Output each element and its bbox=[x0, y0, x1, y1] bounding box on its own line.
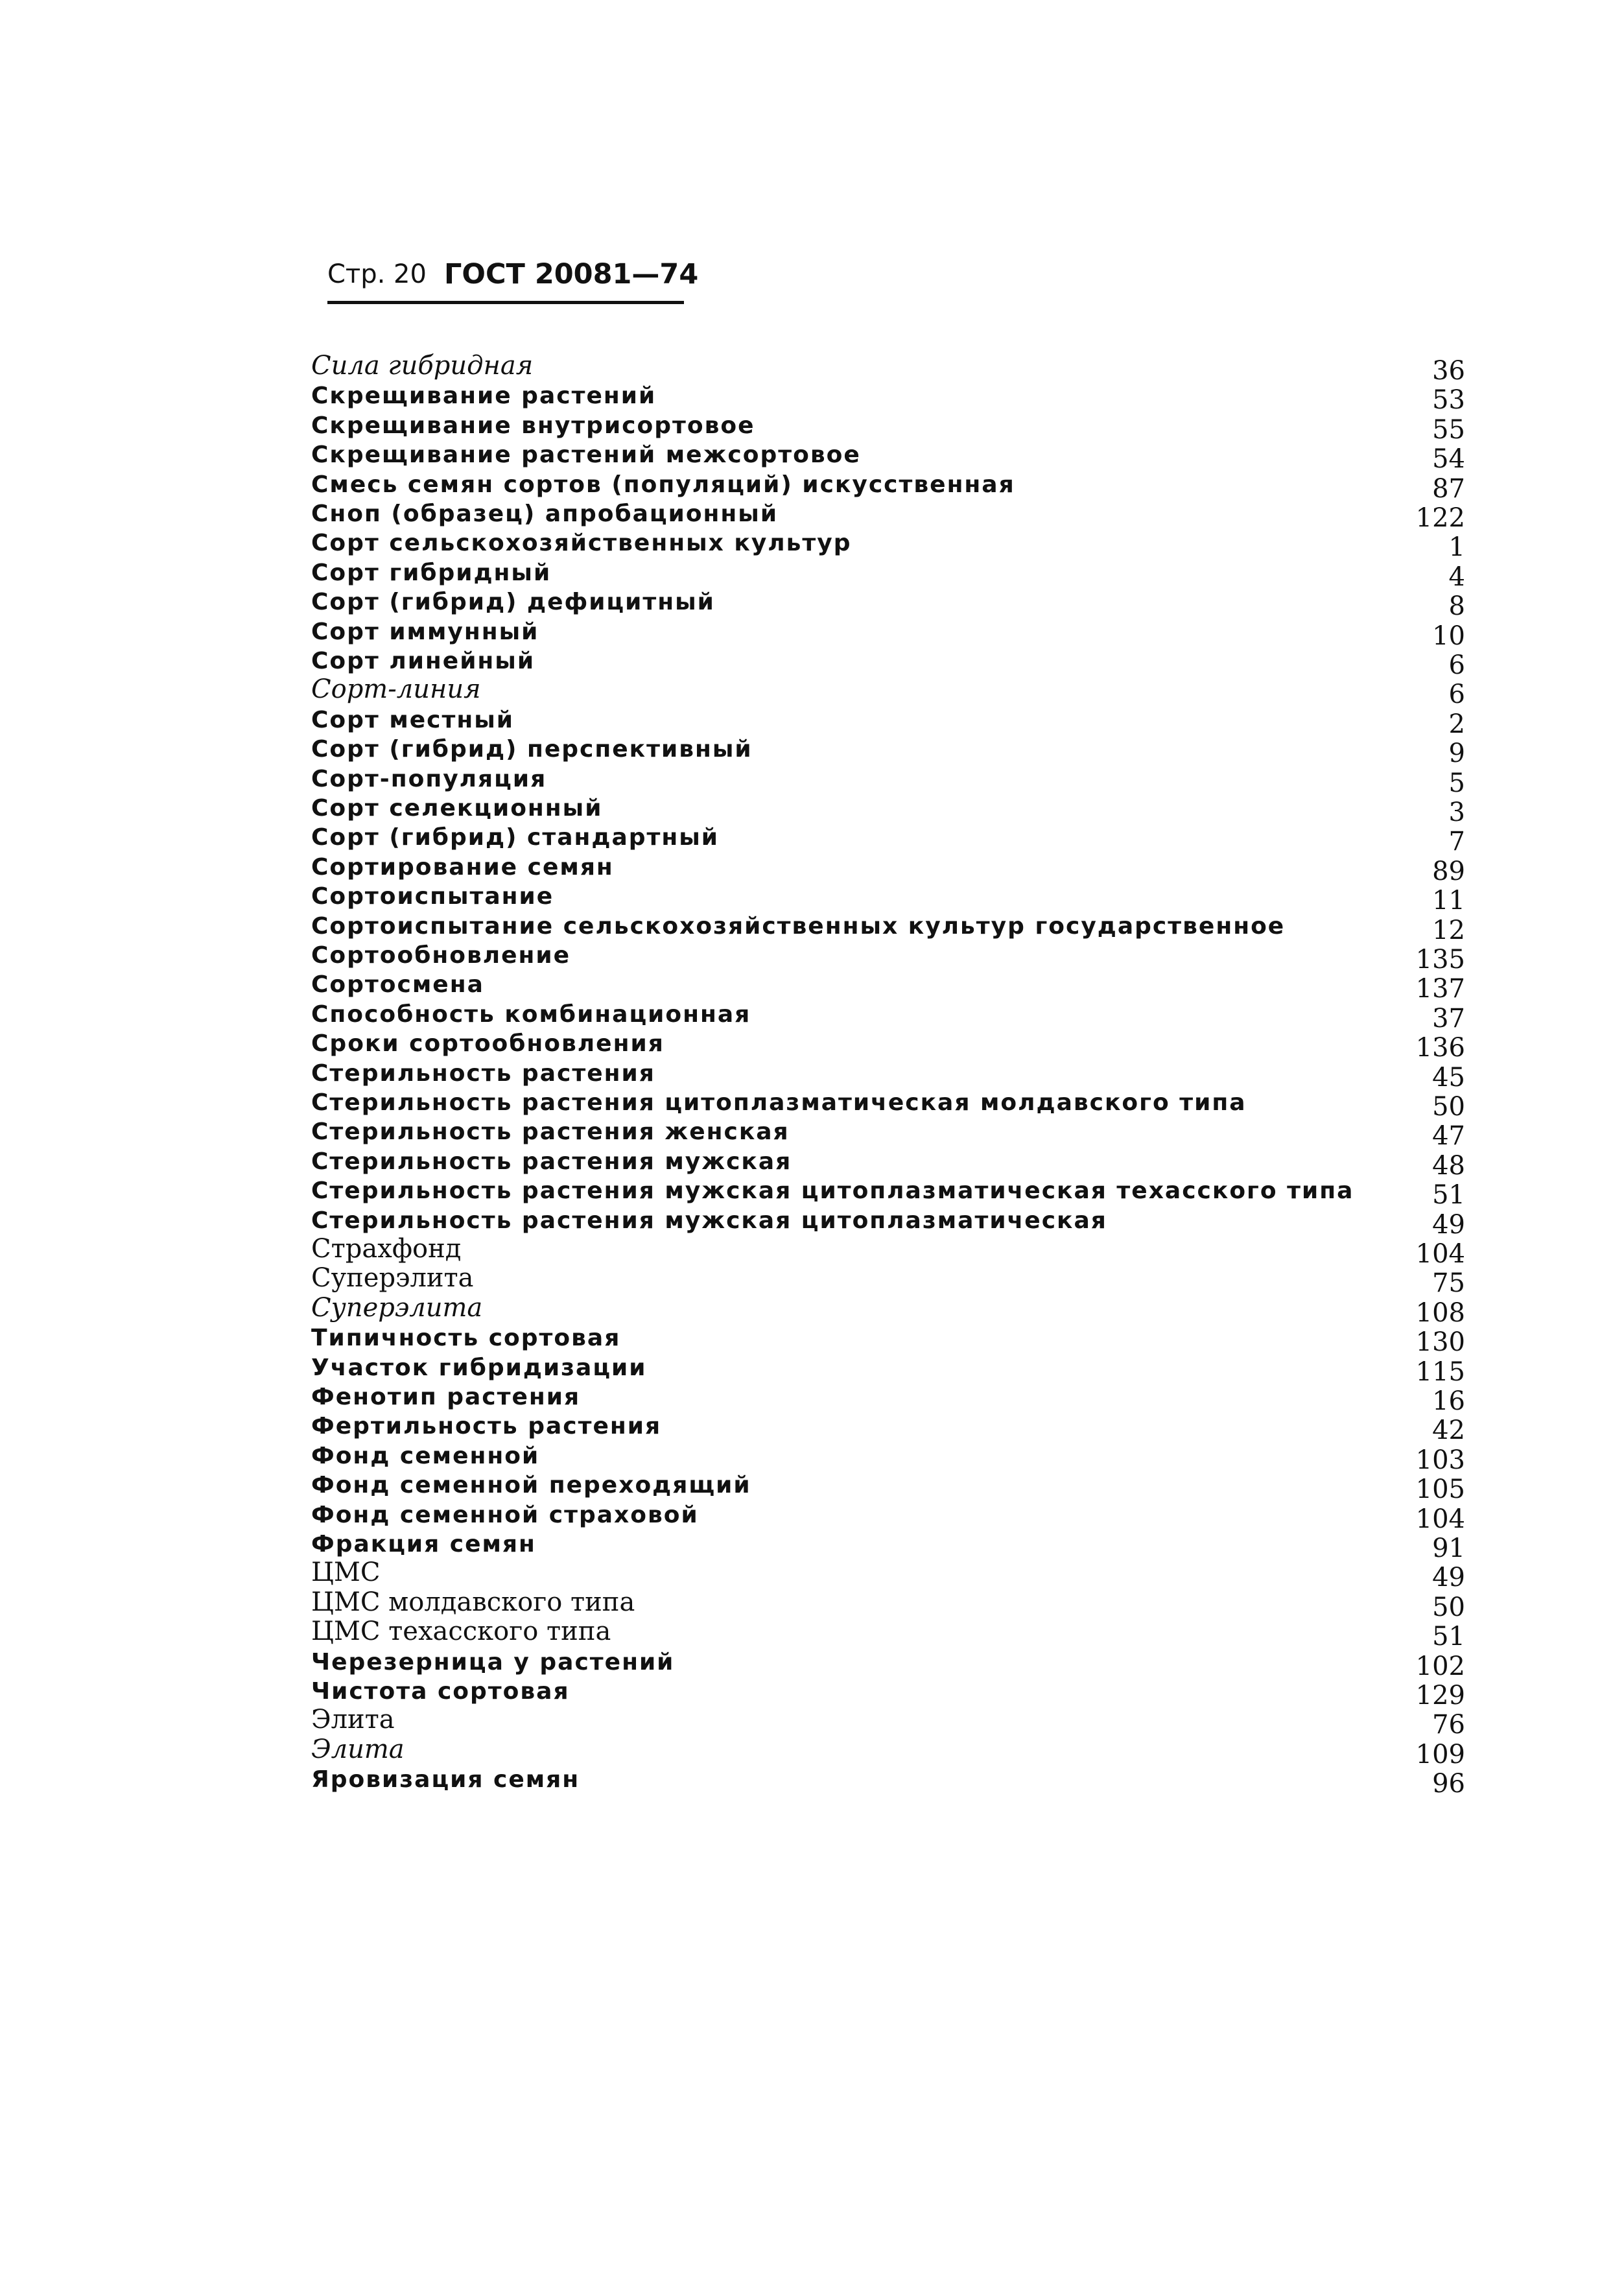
index-term-number: 104 bbox=[1415, 1239, 1465, 1269]
index-term: Фонд семенной страховой bbox=[311, 1502, 699, 1528]
index-entry bbox=[311, 379, 1478, 415]
index-entry bbox=[311, 1675, 1478, 1711]
index-term: Фертильность растения bbox=[311, 1413, 662, 1439]
index-entry bbox=[311, 556, 1478, 592]
index-term-number: 42 bbox=[1432, 1415, 1465, 1445]
index-term: Элита bbox=[311, 1734, 405, 1764]
index-term: Способность комбинационная bbox=[311, 1001, 751, 1028]
index-term-number: 87 bbox=[1432, 474, 1465, 504]
index-term-number: 122 bbox=[1415, 503, 1465, 533]
index-term-number: 136 bbox=[1415, 1033, 1465, 1063]
index-entry bbox=[311, 527, 1478, 562]
index-term: Сорт-популяция bbox=[311, 766, 547, 792]
index-entry bbox=[311, 645, 1478, 680]
index-term: Сортоиспытание bbox=[311, 883, 554, 910]
index-entry bbox=[311, 792, 1478, 827]
index-term: Участок гибридизации bbox=[311, 1355, 647, 1381]
index-term: Сорт селекционный bbox=[311, 795, 603, 822]
index-entry bbox=[311, 1204, 1478, 1240]
index-term-number: 4 bbox=[1448, 562, 1465, 592]
index-term-number: 5 bbox=[1448, 768, 1465, 798]
index-term-number: 53 bbox=[1432, 385, 1465, 415]
index-term: Яровизация семян bbox=[311, 1766, 580, 1793]
index-term-number: 115 bbox=[1415, 1357, 1465, 1387]
index-entry bbox=[311, 1498, 1478, 1534]
index-term-number: 3 bbox=[1448, 798, 1465, 827]
index-entry bbox=[311, 1351, 1478, 1387]
index-entry bbox=[311, 1557, 1478, 1592]
index-term: Сорт гибридный bbox=[311, 560, 552, 586]
index-term-number: 130 bbox=[1415, 1327, 1465, 1357]
index-term-number: 91 bbox=[1432, 1533, 1465, 1563]
index-term: Фонд семенной bbox=[311, 1443, 540, 1469]
index-term-number: 54 bbox=[1432, 444, 1465, 474]
index-term-number: 105 bbox=[1415, 1474, 1465, 1504]
index-term-number: 103 bbox=[1415, 1445, 1465, 1475]
index-term: Сорт сельскохозяйственных культур bbox=[311, 530, 852, 556]
index-term-number: 76 bbox=[1432, 1710, 1465, 1740]
index-term: Сортоиспытание сельскохозяйственных культур государственное bbox=[311, 913, 1286, 940]
index-term-number: 96 bbox=[1432, 1769, 1465, 1799]
index-term: Фракция семян bbox=[311, 1531, 536, 1557]
index-term-number: 109 bbox=[1415, 1740, 1465, 1770]
index-entry bbox=[311, 497, 1478, 533]
index-entry bbox=[311, 615, 1478, 651]
index-term: Сорт (гибрид) дефицитный bbox=[311, 589, 715, 615]
index-entry bbox=[311, 468, 1478, 504]
index-entry bbox=[311, 1704, 1478, 1740]
index-entry bbox=[311, 1646, 1478, 1681]
index-entry bbox=[311, 704, 1478, 739]
index-term-number: 129 bbox=[1415, 1681, 1465, 1711]
index-term-number: 47 bbox=[1432, 1121, 1465, 1151]
index-term-number: 1 bbox=[1448, 532, 1465, 562]
index-entry bbox=[311, 1292, 1478, 1328]
index-entry bbox=[311, 821, 1478, 857]
index-term: Элита bbox=[311, 1705, 395, 1734]
index-entry bbox=[311, 1469, 1478, 1504]
index-term: ЦМС bbox=[311, 1557, 381, 1587]
index-entry bbox=[311, 763, 1478, 798]
index-term-number: 50 bbox=[1432, 1592, 1465, 1622]
page-number-label: Стр. 20 bbox=[327, 259, 427, 289]
index-entry bbox=[311, 1145, 1478, 1181]
index-entry bbox=[311, 1763, 1478, 1799]
index-term: Стерильность растения мужская bbox=[311, 1148, 792, 1175]
index-term: Суперэлита bbox=[311, 1263, 474, 1293]
index-term-number: 75 bbox=[1432, 1268, 1465, 1298]
index-term-number: 50 bbox=[1432, 1092, 1465, 1122]
index-term-number: 89 bbox=[1432, 857, 1465, 886]
index-term: Скрещивание растений межсортовое bbox=[311, 442, 861, 468]
index-term: Скрещивание внутрисортовое bbox=[311, 412, 755, 439]
index-entry bbox=[311, 438, 1478, 474]
index-term: Суперэлита bbox=[311, 1293, 483, 1323]
index-entry bbox=[311, 1233, 1478, 1269]
index-term-number: 12 bbox=[1432, 916, 1465, 945]
index-entry bbox=[311, 1115, 1478, 1151]
index-term-number: 49 bbox=[1432, 1563, 1465, 1592]
index-term-number: 2 bbox=[1448, 709, 1465, 739]
index-term-number: 6 bbox=[1448, 680, 1465, 709]
index-entry bbox=[311, 1734, 1478, 1770]
index-entry bbox=[311, 1410, 1478, 1445]
index-term: Сортосмена bbox=[311, 971, 484, 998]
index-entry bbox=[311, 350, 1478, 386]
index-term: Сорт местный bbox=[311, 707, 515, 733]
index-term: Сорт-линия bbox=[311, 674, 481, 704]
index-term: Сорт иммунный bbox=[311, 619, 539, 645]
index-term: Стерильность растения цитоплазматическая молдавского типа bbox=[311, 1089, 1247, 1116]
index-term: Сорт линейный bbox=[311, 648, 535, 674]
index-term-number: 51 bbox=[1432, 1622, 1465, 1652]
index-term: Скрещивание растений bbox=[311, 383, 657, 409]
index-entry bbox=[311, 910, 1478, 945]
index-term: Сила гибридная bbox=[311, 351, 534, 381]
index-term-number: 37 bbox=[1432, 1004, 1465, 1034]
index-entry bbox=[311, 1174, 1478, 1210]
term-index-list bbox=[311, 350, 1478, 1803]
index-term-number: 137 bbox=[1415, 974, 1465, 1004]
index-term-number: 49 bbox=[1432, 1210, 1465, 1240]
index-term-number: 7 bbox=[1448, 827, 1465, 857]
index-term-number: 8 bbox=[1448, 591, 1465, 621]
index-entry bbox=[311, 586, 1478, 621]
index-term: ЦМС молдавского типа bbox=[311, 1587, 635, 1617]
index-term: Стерильность растения мужская цитоплазматическая техасского типа bbox=[311, 1178, 1354, 1204]
index-term: Сорт (гибрид) стандартный bbox=[311, 824, 720, 851]
index-term: Сортирование семян bbox=[311, 854, 614, 881]
index-entry bbox=[311, 1616, 1478, 1652]
header-rule bbox=[327, 301, 684, 304]
index-term: Стерильность растения мужская цитоплазматическая bbox=[311, 1207, 1107, 1234]
index-entry bbox=[311, 1086, 1478, 1122]
index-entry bbox=[311, 1262, 1478, 1298]
index-term-number: 135 bbox=[1415, 945, 1465, 975]
index-term: Стерильность растения женская bbox=[311, 1119, 790, 1145]
index-term: Сроки сортообновления bbox=[311, 1030, 665, 1057]
index-term: Черезерница у растений bbox=[311, 1649, 675, 1675]
index-term-number: 55 bbox=[1432, 415, 1465, 445]
index-entry bbox=[311, 674, 1478, 709]
index-term: Сноп (образец) апробационный bbox=[311, 501, 779, 527]
index-term: Фенотип растения bbox=[311, 1384, 581, 1410]
index-entry bbox=[311, 939, 1478, 975]
index-entry bbox=[311, 880, 1478, 916]
index-term: Фонд семенной переходящий bbox=[311, 1472, 751, 1498]
index-entry bbox=[311, 1027, 1478, 1063]
index-term: Стерильность растения bbox=[311, 1060, 655, 1087]
index-term-number: 11 bbox=[1432, 886, 1465, 916]
index-entry bbox=[311, 1439, 1478, 1475]
index-term: Смесь семян сортов (популяций) искусственная bbox=[311, 471, 1015, 498]
index-term-number: 104 bbox=[1415, 1504, 1465, 1534]
index-term: Сортообновление bbox=[311, 942, 571, 969]
index-term: Типичность сортовая bbox=[311, 1325, 621, 1351]
index-term: Чистота сортовая bbox=[311, 1678, 570, 1705]
index-term-number: 108 bbox=[1415, 1298, 1465, 1328]
index-term-number: 51 bbox=[1432, 1180, 1465, 1210]
index-entry bbox=[311, 1380, 1478, 1416]
index-term: Страхфонд bbox=[311, 1234, 462, 1264]
index-term-number: 36 bbox=[1432, 356, 1465, 386]
index-entry bbox=[311, 1321, 1478, 1357]
index-term: Сорт (гибрид) перспективный bbox=[311, 736, 753, 763]
index-term-number: 48 bbox=[1432, 1151, 1465, 1181]
document-code: ГОСТ 20081—74 bbox=[444, 258, 699, 290]
index-entry bbox=[311, 851, 1478, 886]
index-entry bbox=[311, 1057, 1478, 1093]
index-term-number: 16 bbox=[1432, 1386, 1465, 1416]
page-header bbox=[327, 258, 699, 310]
index-term-number: 10 bbox=[1432, 621, 1465, 651]
index-term-number: 102 bbox=[1415, 1652, 1465, 1681]
index-entry bbox=[311, 409, 1478, 445]
index-entry bbox=[311, 1587, 1478, 1622]
index-term-number: 9 bbox=[1448, 739, 1465, 768]
index-entry bbox=[311, 998, 1478, 1034]
index-term-number: 45 bbox=[1432, 1063, 1465, 1093]
index-entry bbox=[311, 968, 1478, 1004]
index-term-number: 6 bbox=[1448, 650, 1465, 680]
index-entry bbox=[311, 1528, 1478, 1563]
index-term: ЦМС техасского типа bbox=[311, 1616, 611, 1646]
index-entry bbox=[311, 733, 1478, 768]
